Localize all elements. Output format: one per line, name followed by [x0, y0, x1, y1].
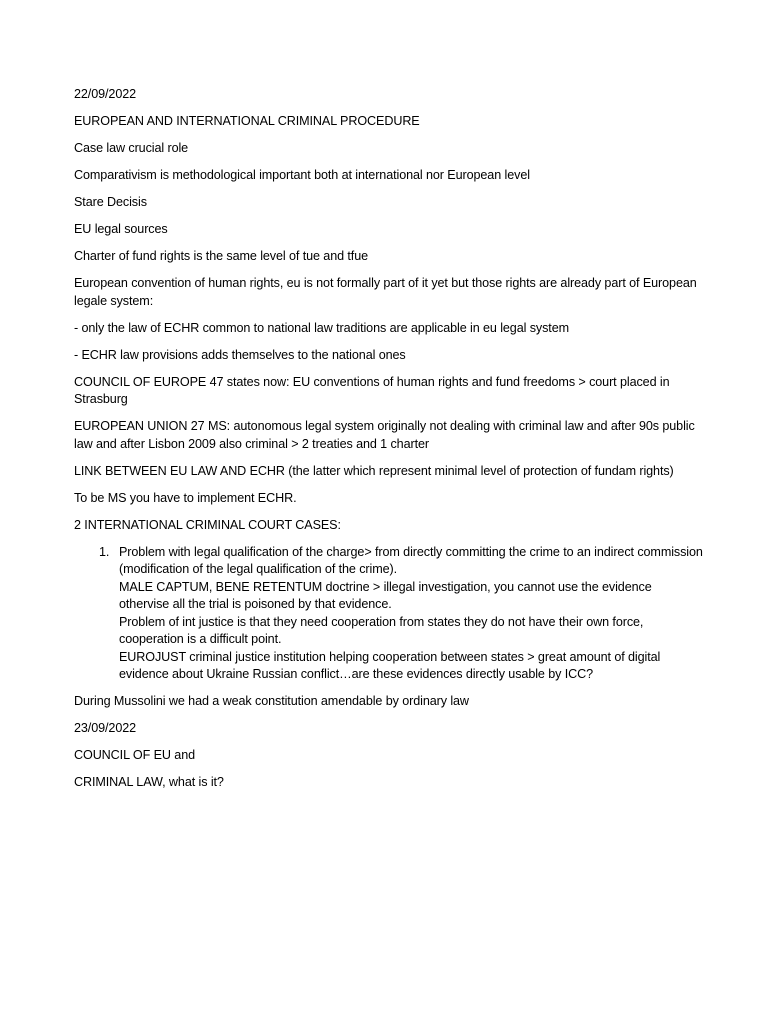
- note-paragraph: LINK BETWEEN EU LAW AND ECHR (the latter which represent minimal level of protection of fundam rights): [74, 463, 674, 478]
- document-body: [74, 86, 704, 801]
- note-paragraph: EU legal sources: [74, 222, 168, 236]
- note-paragraph: EUROPEAN UNION 27 MS: autonomous legal system originally not dealing with criminal law and after 90s public law and after Lisbon 2009 also criminal > 2 treaties and 1 charter: [74, 419, 695, 451]
- note-paragraph: To be MS you have to implement ECHR.: [74, 490, 297, 505]
- list-item-line: Problem of int justice is that they need cooperation from states they do not have their own force, cooperation is a difficult point.: [119, 614, 644, 646]
- note-paragraph: - only the law of ECHR common to national law traditions are applicable in eu legal system: [74, 320, 569, 335]
- list-item-line: EUROJUST criminal justice institution helping cooperation between states > great amount of digital evidence about Ukraine Russian conflict…are these evidences directly usable by ICC?: [119, 649, 661, 681]
- list-item: [74, 544, 704, 684]
- note-paragraph: COUNCIL OF EUROPE 47 states now: EU conventions of human rights and fund freedoms > court placed in Strasburg: [74, 374, 670, 406]
- note-paragraph: During Mussolini we had a weak constitution amendable by ordinary law: [74, 694, 469, 708]
- numbered-list: [74, 544, 704, 684]
- course-title: EUROPEAN AND INTERNATIONAL CRIMINAL PROCEDURE: [74, 114, 420, 128]
- note-paragraph: CRIMINAL LAW, what is it?: [74, 775, 224, 789]
- date-heading: 22/09/2022: [74, 87, 137, 101]
- section-heading: 2 INTERNATIONAL CRIMINAL COURT CASES:: [74, 517, 341, 532]
- note-paragraph: Case law crucial role: [74, 141, 189, 155]
- date-heading: 23/09/2022: [74, 721, 137, 735]
- note-paragraph: Comparativism is methodological important both at international nor European level: [74, 168, 530, 182]
- note-paragraph: Stare Decisis: [74, 195, 147, 209]
- list-item-number: 1.: [99, 544, 110, 559]
- note-paragraph: - ECHR law provisions adds themselves to the national ones: [74, 347, 406, 362]
- note-paragraph: European convention of human rights, eu is not formally part of it yet but those rights are already part of European legale system:: [74, 276, 697, 308]
- list-item-line: Problem with legal qualification of the charge> from directly committing the crime to an indirect commission (modification of the legal qualification of the crime).: [119, 544, 703, 576]
- note-paragraph: COUNCIL OF EU and: [74, 748, 196, 762]
- note-paragraph: Charter of fund rights is the same level of tue and tfue: [74, 249, 369, 263]
- list-item-line: MALE CAPTUM, BENE RETENTUM doctrine > illegal investigation, you cannot use the evidence othervise all the trial is poisoned by that evidence.: [119, 579, 652, 611]
